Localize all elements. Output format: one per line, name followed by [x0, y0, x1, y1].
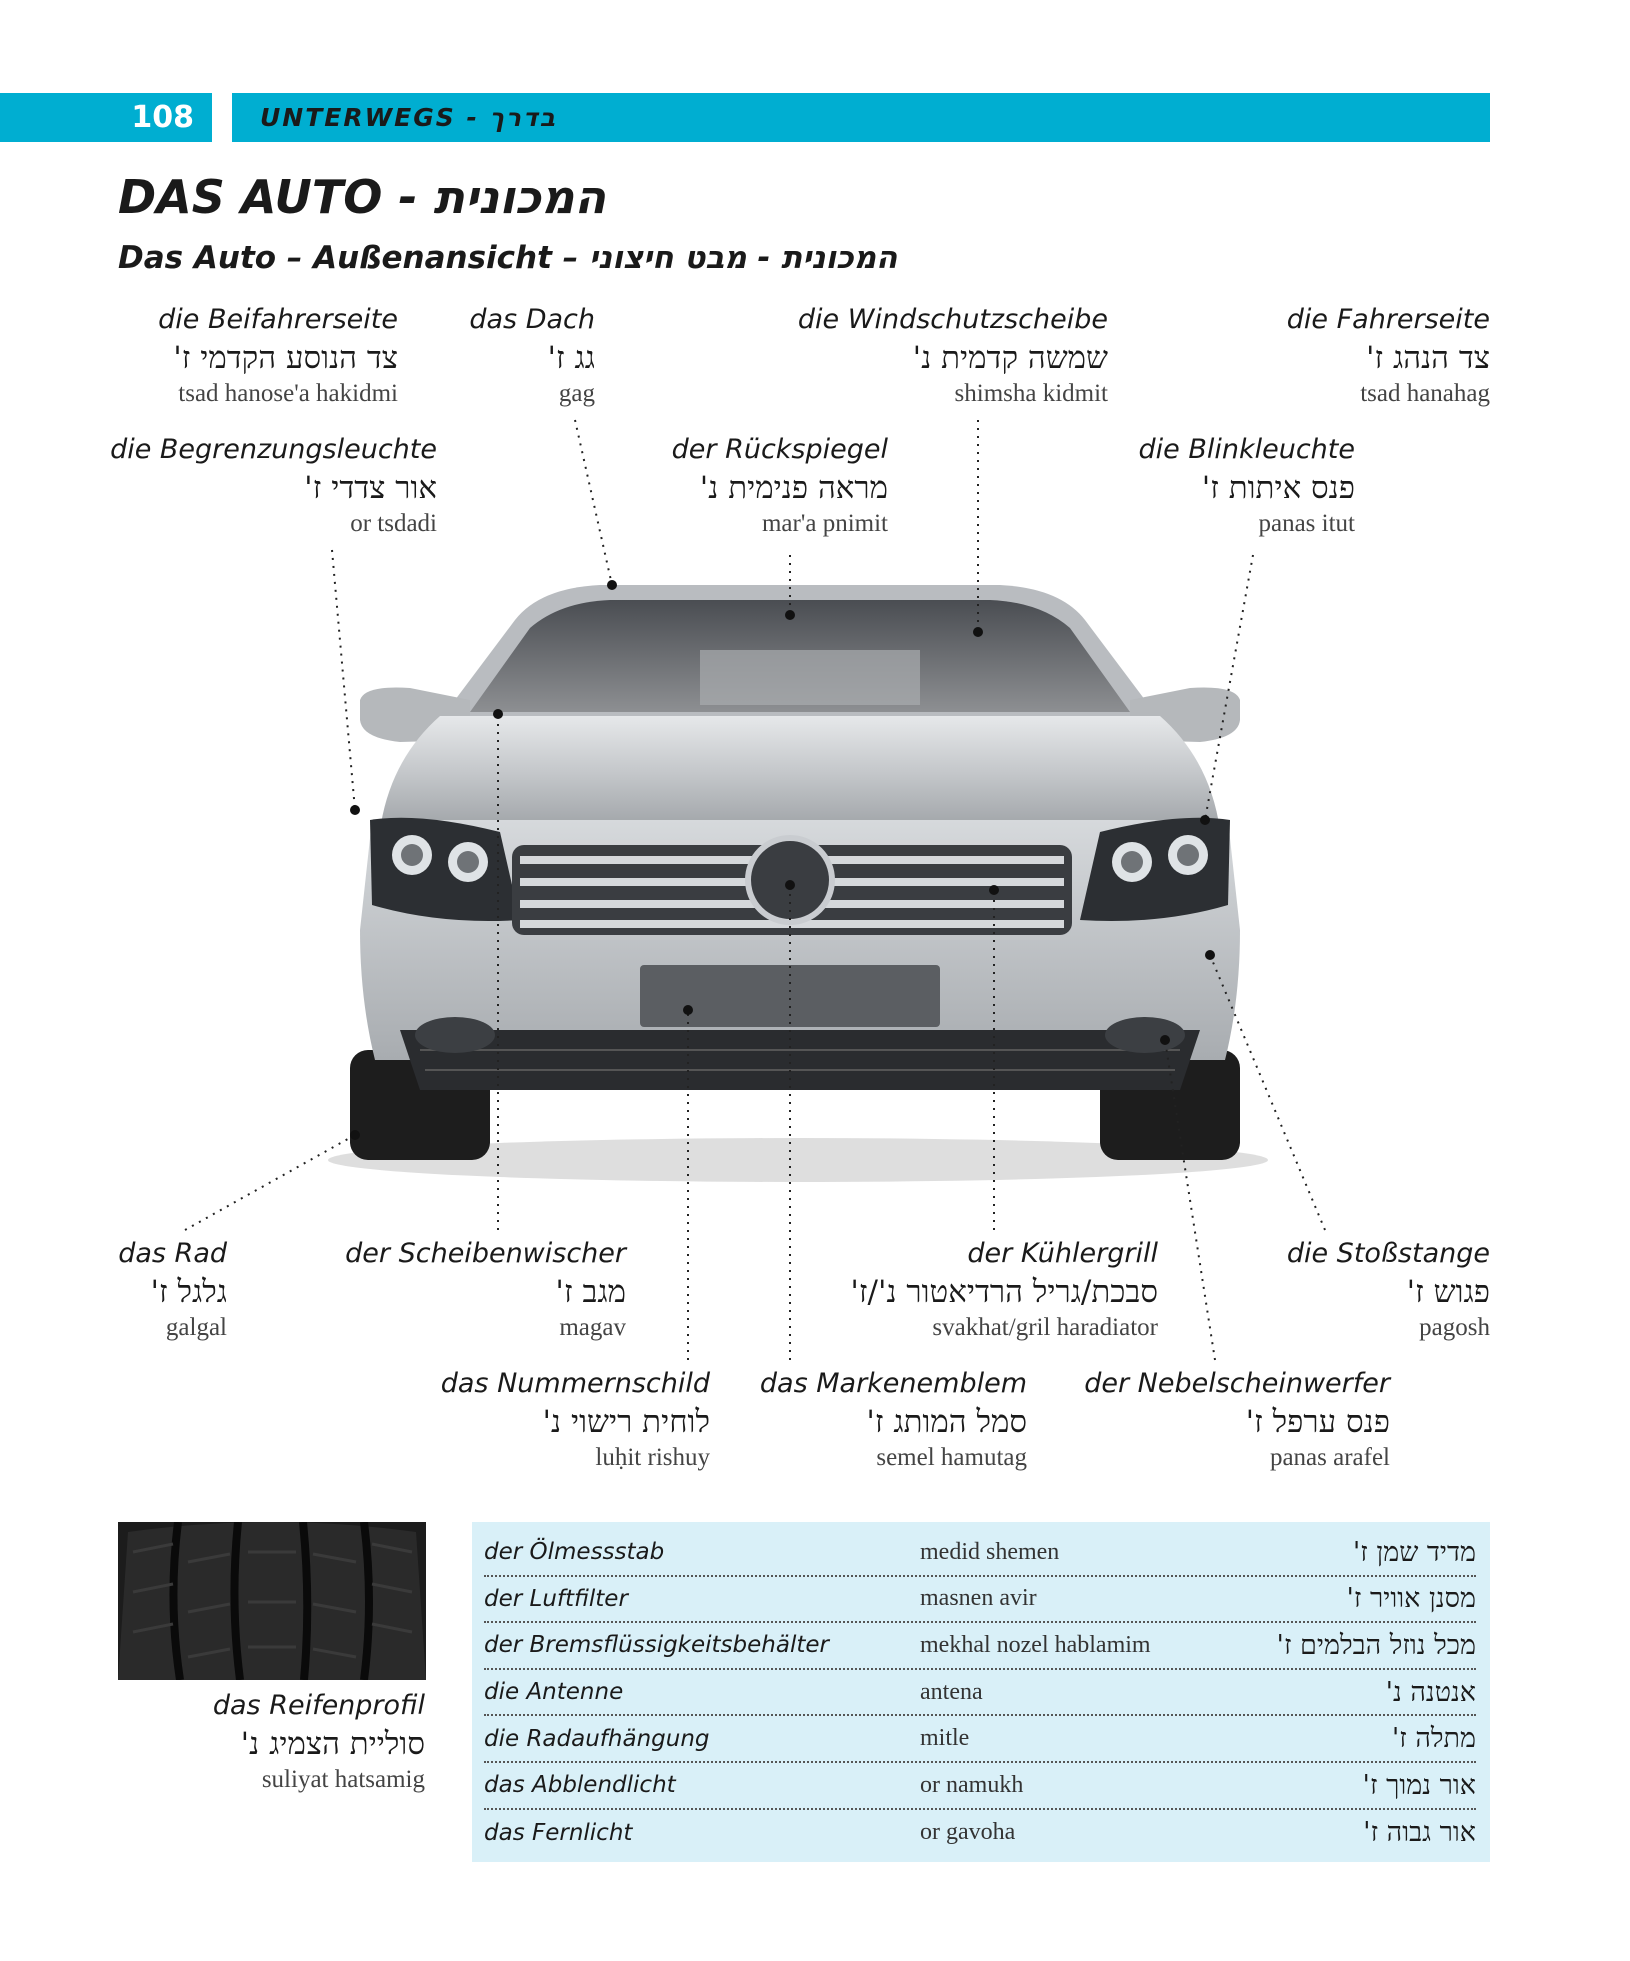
table-cell-he: מדיד שמן ז': [1352, 1536, 1476, 1568]
table-cell-de: das Abblendlicht: [484, 1772, 676, 1799]
label-tr: suliyat hatsamig: [261, 1766, 425, 1793]
table-cell-tr: medid shemen: [920, 1538, 1060, 1565]
label-scheibenwischer: [345, 1240, 626, 1340]
label-he: פגוש ז': [1406, 1274, 1490, 1310]
label-de: das Nummernschild: [440, 1368, 710, 1399]
label-tr: semel hamutag: [876, 1444, 1027, 1471]
table-cell-tr: antena: [920, 1678, 983, 1705]
label-he: מגב ז': [555, 1274, 626, 1310]
label-de: die Blinkleuchte: [1138, 434, 1355, 465]
label-he: מראה פנימית נ': [699, 470, 888, 506]
label-nebelscheinwerfer: [1084, 1370, 1390, 1470]
label-begrenzungsleuchte: [110, 436, 437, 536]
label-tr: gag: [558, 380, 595, 407]
label-nummernschild: [441, 1370, 710, 1470]
table-cell-tr: or gavoha: [920, 1819, 1016, 1846]
table-row: [484, 1670, 1476, 1717]
label-markenemblem: [760, 1370, 1027, 1470]
table-cell-he: אור נמוך ז': [1362, 1769, 1476, 1801]
label-tr: luḥit rishuy: [595, 1444, 710, 1471]
label-de: der Nebelscheinwerfer: [1084, 1368, 1390, 1399]
label-he: לוחית רישוי נ': [542, 1404, 710, 1440]
label-he: שמשה קדמית נ': [912, 340, 1108, 376]
label-he: צד הנהג ז': [1366, 340, 1490, 376]
label-tr: galgal: [165, 1314, 227, 1341]
label-de: der Rückspiegel: [671, 434, 888, 465]
table-cell-tr: masnen avir: [920, 1585, 1037, 1612]
label-windschutzscheibe: [798, 306, 1108, 406]
label-de: der Kühlergrill: [967, 1238, 1158, 1269]
table-row: [484, 1577, 1476, 1624]
label-de: das Reifenprofil: [212, 1690, 425, 1721]
label-de: der Scheibenwischer: [345, 1238, 626, 1269]
label-beifahrerseite: [158, 306, 398, 406]
section-header: UNTERWEGS - בדרך: [232, 93, 1490, 142]
label-he: סוליית הצמיג נ': [240, 1726, 425, 1762]
page-number: 108: [0, 93, 212, 142]
table-row: [484, 1763, 1476, 1810]
table-cell-de: der Bremsflüssigkeitsbehälter: [484, 1632, 829, 1659]
vocabulary-table: [472, 1522, 1490, 1862]
label-de: die Windschutzscheibe: [797, 304, 1108, 335]
label-fahrerseite: [1287, 306, 1490, 406]
label-rad: [118, 1240, 227, 1340]
label-de: die Fahrerseite: [1286, 304, 1490, 335]
table-row: [484, 1530, 1476, 1577]
label-he: צד הנוסע הקדמי ז': [173, 340, 398, 376]
label-tr: svakhat/gril haradiator: [932, 1314, 1158, 1341]
label-de: das Markenemblem: [759, 1368, 1027, 1399]
label-tr: pagosh: [1419, 1314, 1490, 1341]
table-cell-de: der Luftfilter: [484, 1585, 628, 1612]
table-cell-de: die Radaufhängung: [484, 1725, 710, 1752]
label-he: גלגל ז': [150, 1274, 227, 1310]
label-he: פנס ערפל ז': [1245, 1404, 1390, 1440]
label-de: die Stoßstange: [1286, 1238, 1490, 1269]
label-tr: tsad hanahag: [1360, 380, 1490, 407]
table-cell-de: das Fernlicht: [484, 1819, 633, 1846]
tire-tread-picture: [118, 1522, 426, 1680]
label-tr: mar'a pnimit: [761, 510, 888, 537]
label-he: אור צדדי ז': [304, 470, 437, 506]
table-cell-tr: or namukh: [920, 1771, 1024, 1798]
table-row: [484, 1623, 1476, 1670]
page-subtitle: Das Auto – Außenansicht – המכונית - מבט חיצוני: [118, 240, 898, 276]
label-dach: [469, 306, 595, 406]
page-title: DAS AUTO - המכונית: [118, 170, 606, 224]
label-he: סמל המותג ז': [866, 1404, 1027, 1440]
label-rueckspiegel: [672, 436, 888, 536]
label-tr: panas itut: [1258, 510, 1355, 537]
table-cell-he: אור גבוה ז': [1363, 1817, 1476, 1849]
label-tr: magav: [559, 1314, 626, 1341]
table-cell-tr: mekhal nozel hablamim: [920, 1631, 1151, 1658]
label-blinkleuchte: [1139, 436, 1356, 536]
table-row: [484, 1810, 1476, 1857]
label-kuehlergrill: [850, 1240, 1158, 1340]
table-row: [484, 1716, 1476, 1763]
table-cell-he: אנטנה נ': [1385, 1676, 1476, 1708]
label-reifenprofil: [213, 1692, 425, 1792]
label-he: גג ז': [547, 340, 595, 376]
table-cell-he: מתלה ז': [1391, 1723, 1476, 1755]
label-de: das Dach: [469, 304, 595, 335]
label-tr: or tsdadi: [350, 510, 437, 537]
label-he: פנס איתות ז': [1201, 470, 1355, 506]
label-tr: shimsha kidmit: [954, 380, 1108, 407]
label-de: die Beifahrerseite: [158, 304, 398, 335]
table-cell-tr: mitle: [920, 1725, 970, 1752]
label-tr: panas arafel: [1269, 1444, 1390, 1471]
label-de: das Rad: [118, 1238, 227, 1269]
label-he: סבכת/גריל הרדיאטור נ'/ז': [850, 1274, 1158, 1310]
table-cell-he: מסנן אוויר ז': [1346, 1583, 1476, 1615]
table-cell-he: מכל נוזל הבלמים ז': [1276, 1629, 1476, 1661]
label-stossstange: [1287, 1240, 1490, 1340]
label-de: die Begrenzungsleuchte: [110, 434, 437, 465]
label-tr: tsad hanose'a hakidmi: [178, 380, 398, 407]
table-cell-de: die Antenne: [484, 1679, 624, 1706]
table-cell-de: der Ölmessstab: [484, 1539, 665, 1566]
